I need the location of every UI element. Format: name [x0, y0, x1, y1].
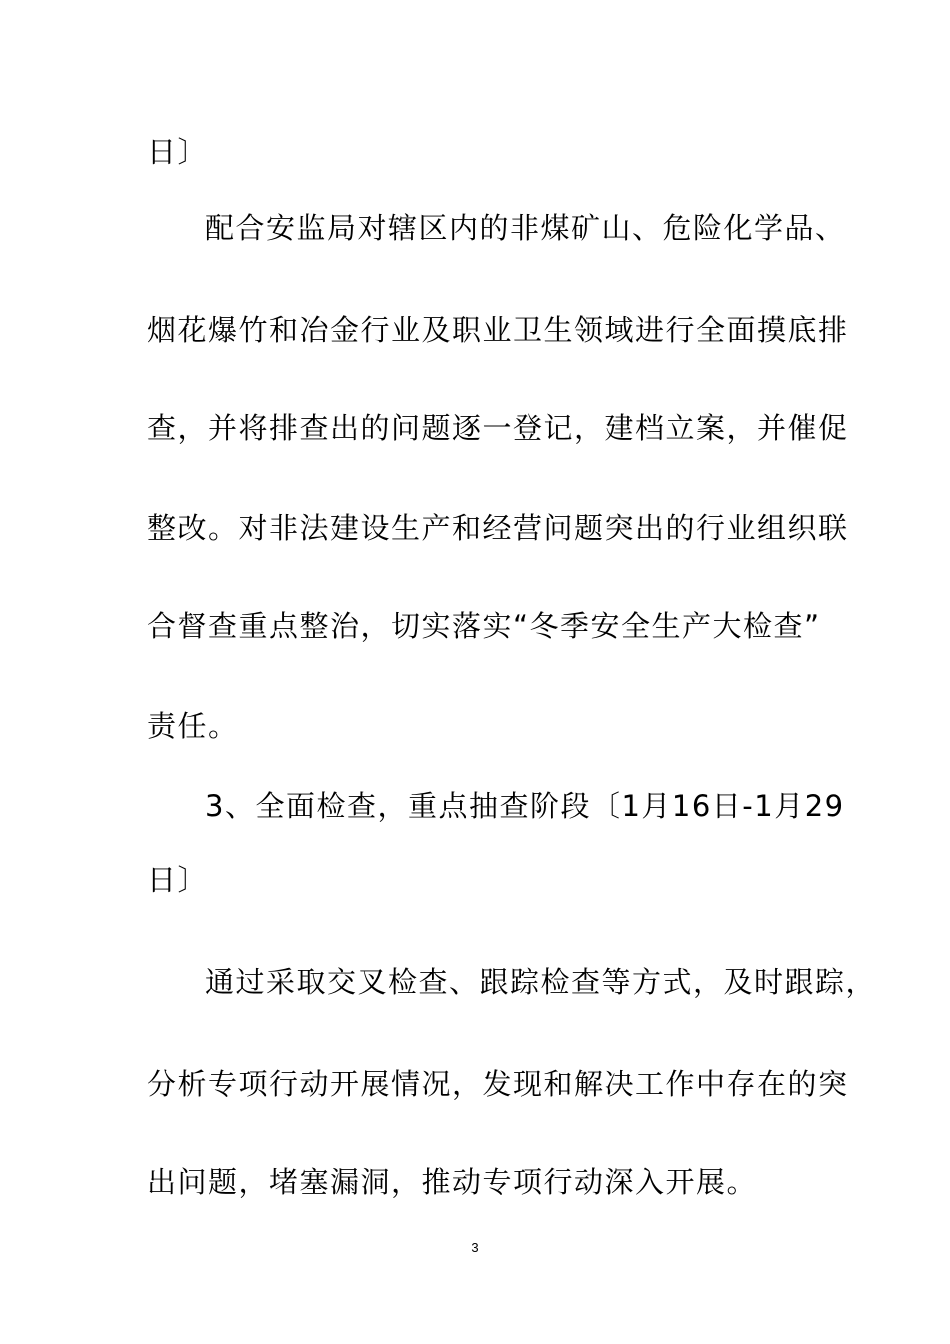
text-line: 查，并将排查出的问题逐一登记，建档立案，并催促 — [147, 411, 849, 445]
text-line: 分析专项行动开展情况，发现和解决工作中存在的突 — [147, 1067, 849, 1101]
section-heading: 3、全面检查，重点抽查阶段〔1月16日-1月29 — [205, 789, 845, 823]
paragraph-start: 配合安监局对辖区内的非煤矿山、危险化学品、 — [205, 211, 846, 245]
text-line: 日〕 — [147, 135, 209, 169]
text-line: 出问题，堵塞漏洞，推动专项行动深入开展。 — [147, 1165, 758, 1199]
text-line: 合督查重点整治，切实落实“冬季安全生产大检查” — [147, 609, 821, 643]
text-line: 日〕 — [147, 863, 209, 897]
text-line: 整改。对非法建设生产和经营问题突出的行业组织联 — [147, 511, 849, 545]
page-number: 3 — [471, 1240, 479, 1255]
text-line: 烟花爆竹和冶金行业及职业卫生领域进行全面摸底排 — [147, 313, 849, 347]
text-line: 责任。 — [147, 709, 239, 743]
paragraph-start: 通过采取交叉检查、跟踪检查等方式，及时跟踪， — [205, 965, 877, 999]
